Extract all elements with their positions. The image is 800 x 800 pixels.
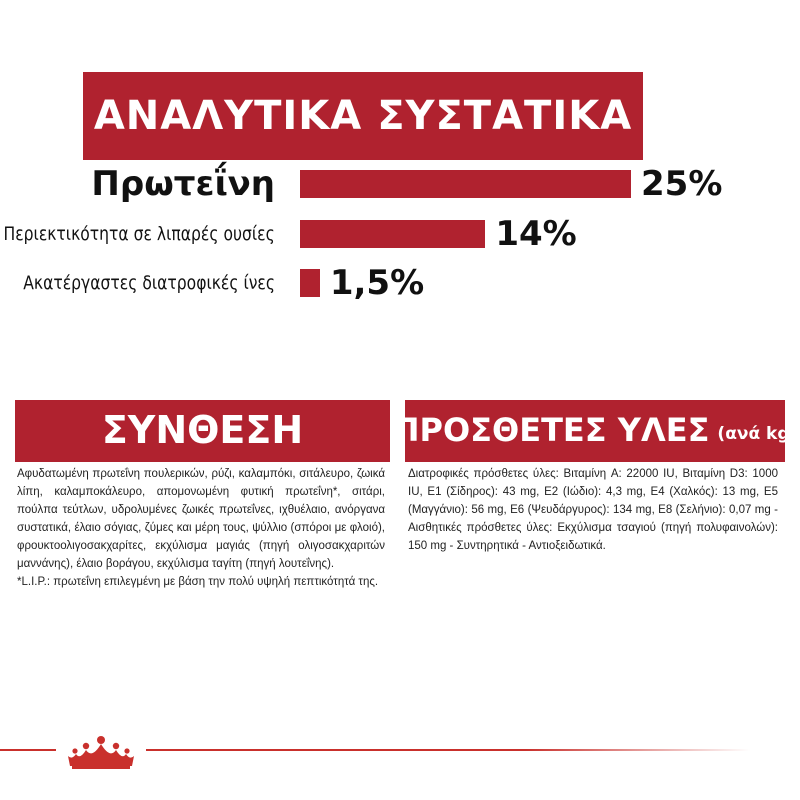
composition-text: Αφυδατωμένη πρωτεΐνη πουλερικών, ρύζι, καλαμπόκι, σιτάλευρο, ζωικά λίπη, καλαμποκάλευρο, απομονωμένη φυτική πρωτεΐνη*, σιτάρι, πούλπα τεύτλων, υδρολυμένες ζωικές πρωτεΐνες, ιχθυέλαιο, ανόργανα συστατικά, έλαιο σόγιας, ζύμες και μέρη τους, ψύλλιο (σπόροι με φλοιό), φρουκτοολιγοσακχαρίτες, εκχύλισμα μαγιάς (πηγή ολιγοσακχαριτών μαννάνης), έλαιο βοράγου, εκχύλισμα ταγίτη (πηγή λουτεΐνης).	[17, 468, 385, 570]
analysis-row-fat	[0, 214, 800, 254]
additives-body	[408, 465, 778, 555]
additives-divider	[405, 460, 785, 462]
composition-heading: ΣΥΝΘΕΣΗ	[101, 408, 304, 452]
analysis-row-fiber	[0, 263, 800, 303]
analysis-bar	[300, 220, 485, 248]
composition-header	[15, 400, 390, 460]
composition-note: *L.I.P.: πρωτεΐνη επιλεγμένη με βάση την πολύ υψηλή πεπτικότητά της.	[17, 576, 379, 588]
analysis-value: 14%	[495, 214, 577, 254]
analysis-bar	[300, 170, 631, 198]
composition-divider	[15, 460, 390, 462]
analysis-bar	[300, 269, 320, 297]
analysis-value: 25%	[641, 164, 723, 204]
additives-text: Διατροφικές πρόσθετες ύλες: Βιταμίνη A: 22000 IU, Βιταμίνη D3: 1000 IU, E1 (Σίδηρος): 43 mg, E2 (Ιώδιο): 4,3 mg, E4 (Χαλκός): 13 mg, E5 (Μαγγάνιο): 56 mg, E6 (Ψευδάργυρος): 134 mg, E8 (Σελήνιο): 0,07 mg - Αισθητικές πρόσθετες ύλες: Εκχύλισμα τσαγιού (πηγή πολυφαινολών): 150 mg - Συντηρητικά - Αντιοξειδωτικά.	[408, 468, 778, 552]
analysis-label: Περιεκτικότητα σε λιπαρές ουσίες	[3, 223, 275, 245]
analysis-value: 1,5%	[329, 263, 425, 303]
page-title: ΑΝΑΛΥΤΙΚΑ ΣΥΣΤΑΤΙΚΑ	[93, 93, 633, 139]
crown-icon	[56, 726, 146, 770]
analysis-row-protein	[0, 164, 800, 204]
analysis-label: Πρωτεΐνη	[91, 164, 275, 204]
analysis-label: Ακατέργαστες διατροφικές ίνες	[23, 272, 275, 294]
additives-heading: ΠΡΟΣΘΕΤΕΣ ΥΛΕΣ	[392, 411, 710, 449]
additives-unit: (ανά kg)	[717, 424, 798, 444]
title-banner	[83, 72, 643, 160]
composition-body	[17, 465, 385, 591]
additives-header	[392, 400, 798, 460]
